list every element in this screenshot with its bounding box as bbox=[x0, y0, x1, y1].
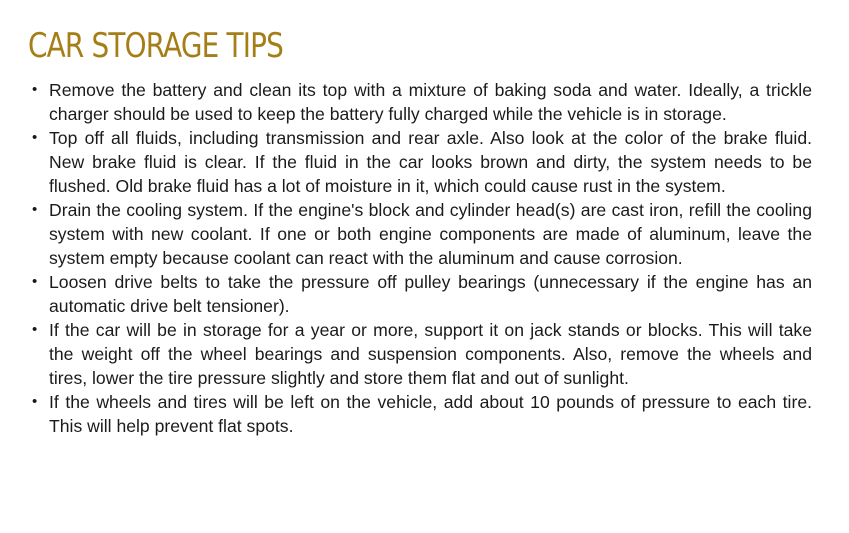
tip-item-tire-pressure: • If the wheels and tires will be left on the vehicle, add about 10 pounds of pressure to each tire. This will help prevent flat spots. bbox=[28, 390, 812, 438]
tips-list bbox=[28, 78, 812, 438]
tip-item-cooling-system: • Drain the cooling system. If the engine's block and cylinder head(s) are cast iron, refill the cooling system with new coolant. If one or both engine components are made of aluminum, leave the system empty because coolant can react with the aluminum and cause corrosion. bbox=[28, 198, 812, 270]
tip-item-fluids: • Top off all fluids, including transmission and rear axle. Also look at the color of the brake fluid. New brake fluid is clear. If the fluid in the car looks brown and dirty, the system needs to be flushed. Old brake fluid has a lot of moisture in it, which could cause rust in the system. bbox=[28, 126, 812, 198]
tip-item-drive-belts: • Loosen drive belts to take the pressure off pulley bearings (unnecessary if the engine has an automatic drive belt tensioner). bbox=[28, 270, 812, 318]
tip-item-battery: • Remove the battery and clean its top with a mixture of baking soda and water. Ideally, a trickle charger should be used to keep the battery fully charged while the vehicle is in storage. bbox=[28, 78, 812, 126]
page-title: CAR STORAGE TIPS bbox=[28, 26, 283, 66]
tip-item-jack-stands: • If the car will be in storage for a year or more, support it on jack stands or blocks. This will take the weight off the wheel bearings and suspension components. Also, remove the wheels and tires, lower the tire pressure slightly and store them flat and out of sunlight. bbox=[28, 318, 812, 390]
content-area bbox=[28, 24, 812, 438]
